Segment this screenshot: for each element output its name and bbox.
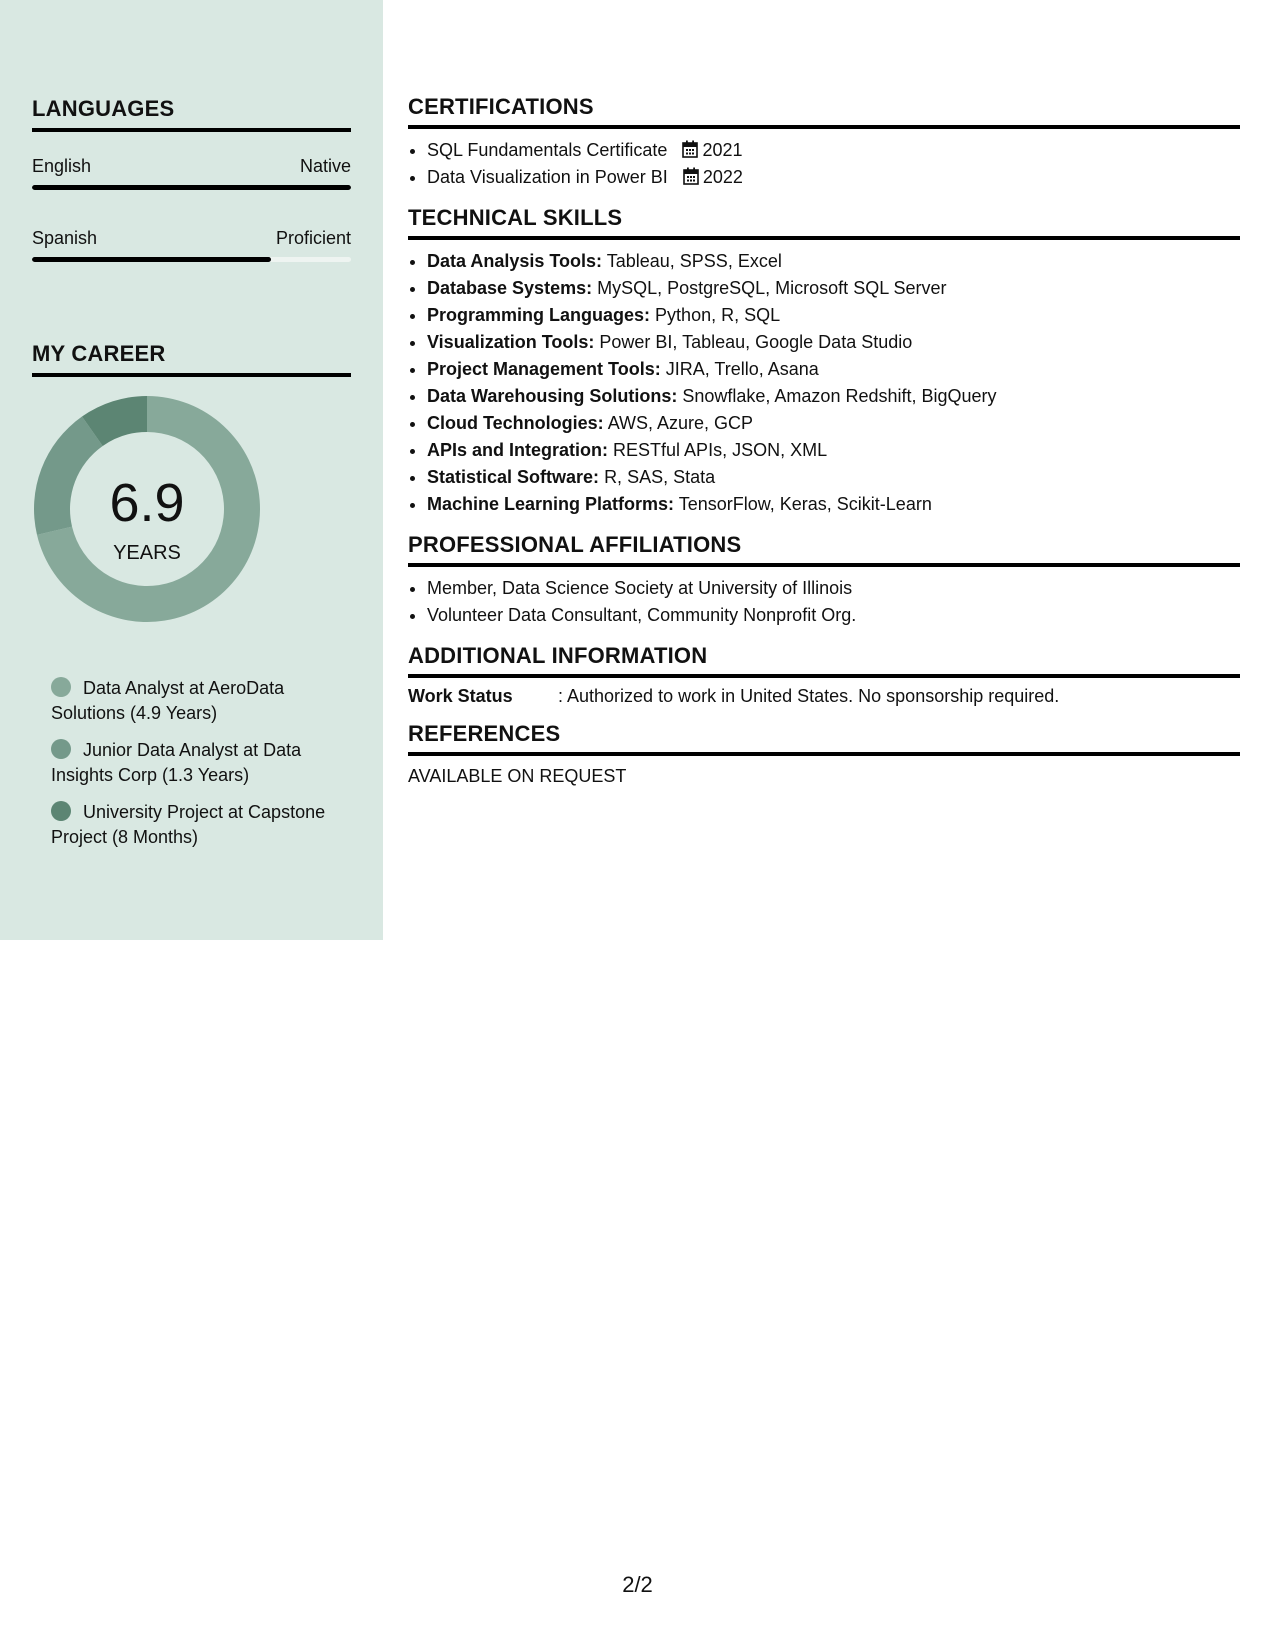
page-number: 2/2 bbox=[622, 1572, 653, 1597]
certification-name: Data Visualization in Power BI bbox=[427, 167, 668, 187]
career-total-unit: YEARS bbox=[113, 542, 181, 564]
certifications-section bbox=[408, 94, 1240, 191]
legend-dot-icon bbox=[51, 801, 71, 821]
language-level-bar bbox=[32, 185, 351, 190]
skill-value: R, SAS, Stata bbox=[604, 467, 716, 487]
skill-item bbox=[427, 383, 1240, 410]
career-legend bbox=[51, 676, 351, 862]
skill-value: JIRA, Trello, Asana bbox=[665, 359, 819, 379]
work-status-row bbox=[408, 686, 1240, 707]
skill-label: Machine Learning Platforms: bbox=[427, 494, 675, 514]
skill-item bbox=[427, 491, 1240, 518]
affiliations-title: PROFESSIONAL AFFILIATIONS bbox=[408, 532, 1240, 567]
skill-label: Data Analysis Tools: bbox=[427, 251, 603, 271]
certification-year: 2021 bbox=[702, 140, 743, 160]
career-legend-label: Data Analyst at AeroData Solutions (4.9 Years) bbox=[51, 678, 285, 723]
career-section bbox=[32, 341, 351, 377]
skill-item bbox=[427, 329, 1240, 356]
technical-skills-title: TECHNICAL SKILLS bbox=[408, 205, 1240, 240]
career-legend-label: University Project at Capstone Project (8 Months) bbox=[51, 802, 326, 847]
skill-item bbox=[427, 410, 1240, 437]
certification-item bbox=[427, 164, 1240, 191]
language-level-fill bbox=[32, 257, 271, 262]
skill-label: Cloud Technologies: bbox=[427, 413, 604, 433]
calendar-icon bbox=[682, 140, 698, 158]
language-level-bar bbox=[32, 257, 351, 262]
skill-value: TensorFlow, Keras, Scikit-Learn bbox=[678, 494, 932, 514]
affiliations-list bbox=[408, 575, 1240, 629]
certification-name: SQL Fundamentals Certificate bbox=[427, 140, 668, 160]
affiliations-section bbox=[408, 532, 1240, 629]
certifications-list bbox=[408, 137, 1240, 191]
certification-year: 2022 bbox=[702, 167, 743, 187]
certifications-title: CERTIFICATIONS bbox=[408, 94, 1240, 129]
skill-value: AWS, Azure, GCP bbox=[607, 413, 754, 433]
sidebar bbox=[0, 0, 383, 940]
technical-skills-list bbox=[408, 248, 1240, 518]
skill-value: Snowflake, Amazon Redshift, BigQuery bbox=[682, 386, 997, 406]
skill-label: Visualization Tools: bbox=[427, 332, 595, 352]
skill-item bbox=[427, 302, 1240, 329]
skill-item bbox=[427, 275, 1240, 302]
career-legend-label: Junior Data Analyst at Data Insights Corp (1.3 Years) bbox=[51, 740, 302, 785]
language-item bbox=[32, 156, 351, 190]
skill-item bbox=[427, 437, 1240, 464]
main-content bbox=[408, 94, 1240, 787]
career-legend-item bbox=[51, 738, 351, 788]
skill-value: Tableau, SPSS, Excel bbox=[606, 251, 782, 271]
skill-label: Programming Languages: bbox=[427, 305, 651, 325]
affiliation-item: • Volunteer Data Consultant, Community Nonprofit Org. bbox=[427, 602, 1240, 629]
certification-item bbox=[427, 137, 1240, 164]
language-item bbox=[32, 228, 351, 262]
skill-label: Project Management Tools: bbox=[427, 359, 661, 379]
legend-dot-icon bbox=[51, 677, 71, 697]
affiliation-item: • Member, Data Science Society at University of Illinois bbox=[427, 575, 1240, 602]
sidebar-content bbox=[32, 0, 351, 377]
skill-label: Data Warehousing Solutions: bbox=[427, 386, 678, 406]
legend-dot-icon bbox=[51, 739, 71, 759]
career-total-value: 6.9 bbox=[109, 473, 185, 533]
skill-item bbox=[427, 356, 1240, 383]
language-name: Spanish bbox=[32, 228, 98, 248]
skill-item bbox=[427, 464, 1240, 491]
skill-label: Database Systems: bbox=[427, 278, 593, 298]
work-status-label: Work Status bbox=[408, 686, 513, 706]
career-donut bbox=[34, 396, 254, 636]
skill-value: RESTful APIs, JSON, XML bbox=[613, 440, 828, 460]
skill-value: MySQL, PostgreSQL, Microsoft SQL Server bbox=[597, 278, 947, 298]
career-legend-item bbox=[51, 800, 351, 850]
work-status-value: : Authorized to work in United States. No sponsorship required. bbox=[558, 686, 1060, 706]
calendar-icon bbox=[683, 167, 699, 185]
references-title: REFERENCES bbox=[408, 721, 1240, 756]
languages-section bbox=[32, 96, 351, 262]
additional-info-title: ADDITIONAL INFORMATION bbox=[408, 643, 1240, 678]
skill-label: APIs and Integration: bbox=[427, 440, 609, 460]
references-text: AVAILABLE ON REQUEST bbox=[408, 766, 627, 786]
skill-value: Python, R, SQL bbox=[655, 305, 781, 325]
language-level: Proficient bbox=[275, 228, 351, 248]
technical-skills-section bbox=[408, 205, 1240, 518]
skill-value: Power BI, Tableau, Google Data Studio bbox=[599, 332, 913, 352]
additional-info-section bbox=[408, 643, 1240, 707]
language-level-fill bbox=[32, 185, 351, 190]
language-name: English bbox=[32, 156, 92, 176]
references-section bbox=[408, 721, 1240, 787]
career-title: MY CAREER bbox=[32, 341, 351, 377]
skill-label: Statistical Software: bbox=[427, 467, 600, 487]
language-level: Native bbox=[299, 156, 351, 176]
languages-title: LANGUAGES bbox=[32, 96, 351, 132]
skill-item bbox=[427, 248, 1240, 275]
career-legend-item bbox=[51, 676, 351, 726]
